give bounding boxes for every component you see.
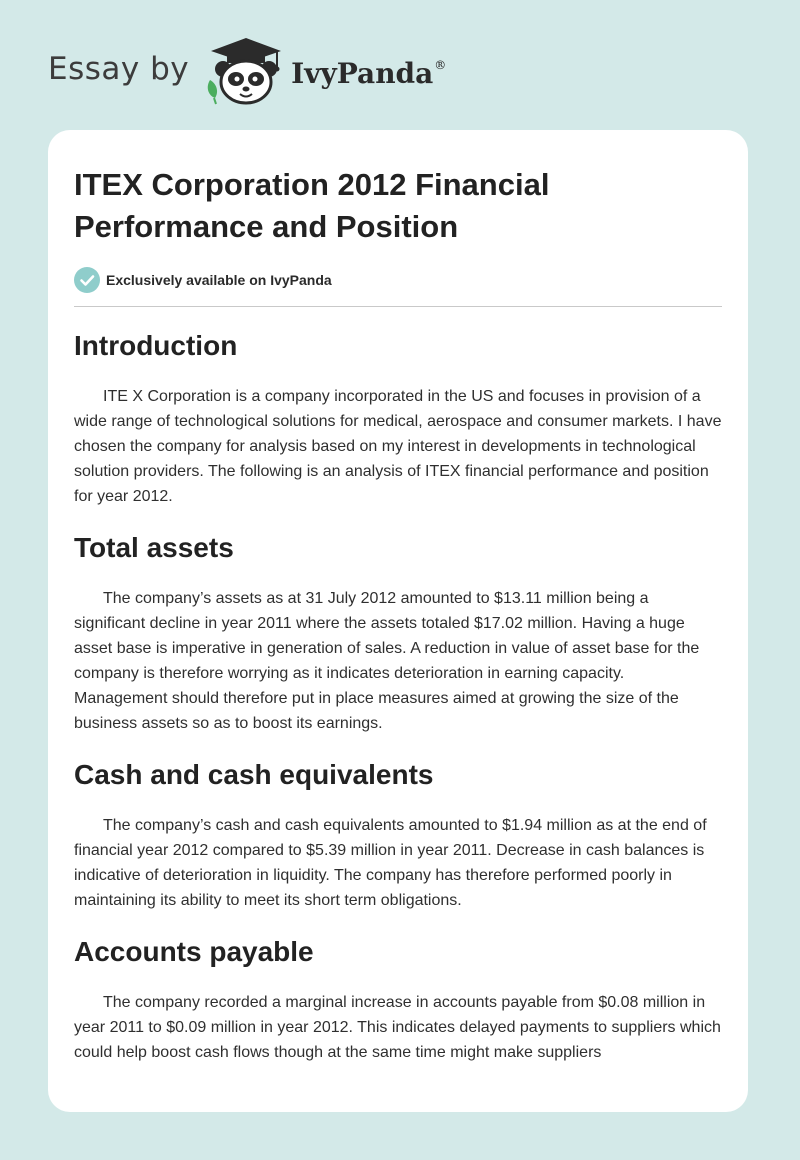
brand-name[interactable]: [291, 57, 446, 90]
section-heading: Accounts payable: [74, 936, 314, 967]
site-header: [48, 36, 446, 106]
section-paragraph: The company recorded a marginal increase in accounts payable from $0.08 million in year 2011 to $0.09 million in year 2012. This indicates delayed payments to suppliers which could help boost cash flows though at the same time might make suppliers: [74, 994, 721, 1061]
essay-title: ITEX Corporation 2012 Financial Performance and Position: [74, 167, 550, 244]
essay-card: [48, 130, 748, 1112]
section-heading: Introduction: [74, 330, 238, 361]
exclusive-badge-text: Exclusively available on IvyPanda: [106, 272, 332, 288]
section-heading: Total assets: [74, 532, 234, 563]
section-cash-equivalents: [74, 758, 722, 913]
section-accounts-payable: [74, 935, 722, 1065]
section-paragraph: The company’s cash and cash equivalents amounted to $1.94 million as at the end of financial year 2012 compared to $5.39 million in year 2011. Decrease in cash balances is indicative of deterioration in liquidity. The company has therefore performed poorly in maintaining its ability to meet its short term obligations.: [74, 817, 707, 909]
section-heading: Cash and cash equivalents: [74, 759, 434, 790]
section-paragraph: ITE X Corporation is a company incorporated in the US and focuses in provision of a wide range of technological solutions for medical, aerospace and consumer markets. I have chosen the company for analysis based on my interest in developments in technological solution providers. The following is an analysis of ITEX financial performance and position for year 2012.: [74, 388, 722, 505]
section-total-assets: [74, 531, 722, 736]
panda-logo-icon[interactable]: [203, 36, 289, 106]
essay-by-label: Essay by: [48, 51, 190, 87]
registered-mark: ®: [434, 57, 447, 72]
exclusive-badge: [74, 267, 722, 293]
section-introduction: [74, 329, 722, 509]
check-circle-icon: [74, 267, 100, 293]
section-paragraph: The company’s assets as at 31 July 2012 amounted to $13.11 million being a significant decline in year 2011 where the assets totaled $17.02 million. Having a huge asset base is imperative in generation of sales. A reduction in value of asset base for the company is therefore worrying as it indicates deterioration in earning capacity. Management should therefore put in place measures aimed at growing the size of the business assets so as to boost its earnings.: [74, 590, 700, 732]
brand-name-text: IvyPanda: [291, 56, 434, 90]
title-divider: [74, 306, 722, 307]
